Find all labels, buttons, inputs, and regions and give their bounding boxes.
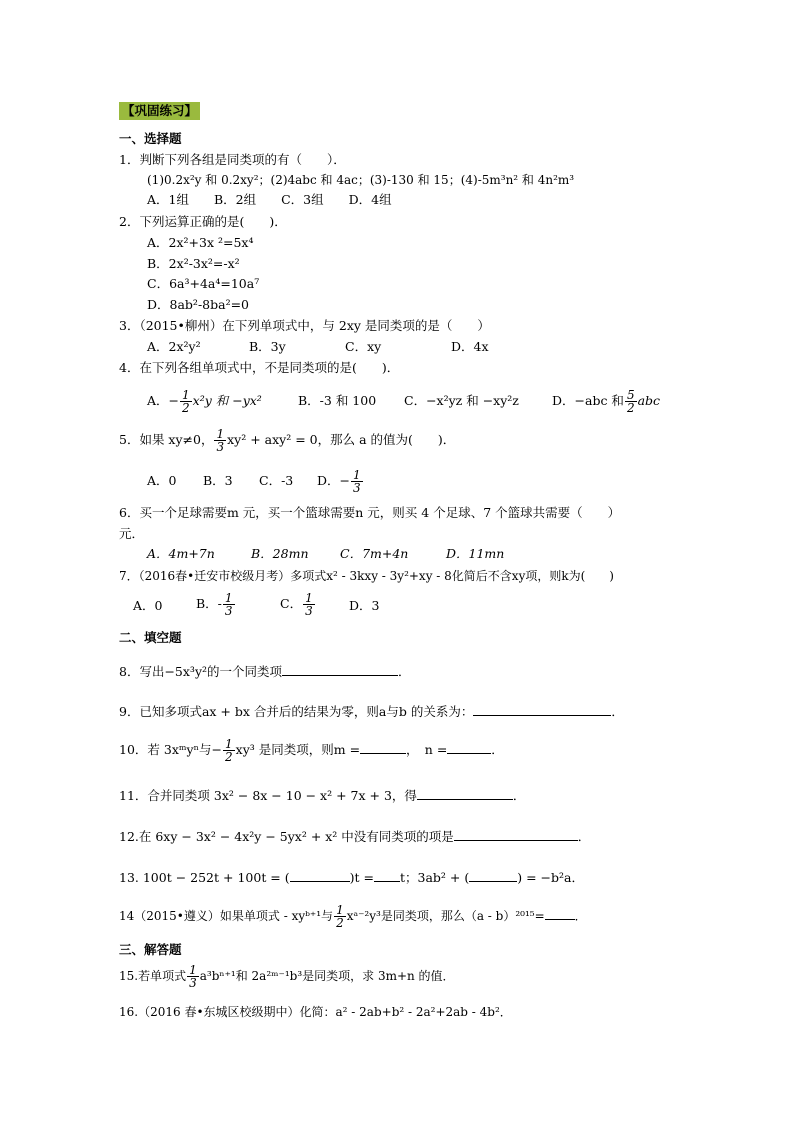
q4-d-expression: abc bbox=[637, 393, 661, 408]
fraction-denominator: 3 bbox=[216, 440, 225, 454]
q5-stem-suffix: xy² + axy² = 0，那么 a 的值为( )． bbox=[227, 432, 456, 447]
q7-option-b bbox=[196, 590, 236, 618]
fraction bbox=[180, 389, 192, 414]
q5-stem bbox=[119, 426, 455, 454]
section-title-fill-in: 二、填空题 bbox=[119, 630, 182, 645]
q3-option-b: B．3y bbox=[249, 339, 286, 354]
q5-d-prefix: D．− bbox=[317, 473, 350, 488]
fraction bbox=[187, 964, 199, 989]
fraction-numerator: 1 bbox=[189, 963, 197, 977]
q10-text: 10．若 3xᵐyⁿ与− bbox=[119, 742, 222, 757]
q10-text-mid: xy³ 是同类项，则m = bbox=[235, 742, 361, 757]
q4-a-prefix: A．− bbox=[147, 393, 180, 408]
q12-end: ． bbox=[577, 829, 591, 844]
fraction-denominator: 2 bbox=[225, 750, 233, 764]
q7-option-d: D．3 bbox=[349, 598, 380, 613]
section-title-multiple-choice: 一、选择题 bbox=[119, 131, 182, 146]
q7-b-prefix: B．- bbox=[196, 596, 222, 611]
q3-option-c: C．xy bbox=[345, 339, 382, 354]
fraction-denominator: 3 bbox=[305, 604, 313, 618]
fraction-denominator: 3 bbox=[224, 604, 233, 618]
q1-options: A．1组 B．2组 C．3组 D．4组 bbox=[147, 192, 392, 207]
q7-c-prefix: C． bbox=[280, 596, 303, 611]
q11-text: 11．合并同类项 3x² − 8x − 10 − x² + 7x + 3，得 bbox=[119, 788, 417, 803]
q5-option-d bbox=[317, 467, 364, 495]
q6-option-b: B．28mn bbox=[251, 546, 309, 561]
q8-end: ． bbox=[398, 664, 411, 679]
q13-text: 13. 100t − 252t + 100t = ( bbox=[119, 870, 290, 885]
q3-option-a: A．2x²y² bbox=[147, 339, 201, 354]
fraction bbox=[351, 469, 363, 494]
q10-text-mid2: ， n = bbox=[406, 742, 448, 757]
q13 bbox=[119, 869, 584, 886]
q2-option-c: C．6a³+4a⁴=10a⁷ bbox=[147, 276, 260, 291]
section-banner: 【巩固练习】 bbox=[119, 102, 200, 120]
q11 bbox=[119, 787, 525, 804]
q6-stem-continued: 元． bbox=[119, 526, 145, 541]
q11-end: ． bbox=[512, 788, 526, 803]
q14-text: 14（2015•遵义）如果单项式 - xyᵇ⁺¹与 bbox=[119, 909, 334, 923]
q9 bbox=[119, 703, 624, 720]
q2-option-d: D．8ab²-8ba²=0 bbox=[147, 297, 250, 312]
q7-option-c bbox=[280, 590, 316, 618]
answer-blank-m[interactable] bbox=[360, 741, 406, 754]
q15 bbox=[119, 962, 455, 990]
fraction-denominator: 3 bbox=[189, 976, 197, 990]
q15-text: 15.若单项式 bbox=[119, 969, 187, 983]
q5-stem-prefix: 5．如果 xy≠0， bbox=[119, 432, 214, 447]
q6-stem: 6．买一个足球需要m 元，买一个篮球需要n 元，则买 4 个足球、7 个篮球共需要（ ） bbox=[119, 505, 621, 520]
q5-option-a: A．0 bbox=[147, 473, 177, 488]
q13-end: ) = −b²a． bbox=[517, 870, 584, 885]
q9-text: 9．已知多项式ax + bx 合并后的结果为零，则a与b 的关系为： bbox=[119, 704, 474, 719]
q9-end: ． bbox=[611, 704, 624, 719]
fraction-numerator: 5 bbox=[626, 388, 635, 402]
q1-stem: 1．判断下列各组是同类项的有（ ）． bbox=[119, 152, 346, 167]
fraction-denominator: 3 bbox=[353, 481, 361, 495]
answer-blank[interactable] bbox=[282, 663, 398, 676]
q10 bbox=[119, 736, 504, 764]
q8-text: 8．写出−5x³y²的一个同类项 bbox=[119, 664, 283, 679]
q14-text-mid: xᵃ⁻²y³是同类项，那么（a - b）²⁰¹⁵= bbox=[346, 909, 545, 923]
q6-option-c: C．7m+4n bbox=[340, 546, 409, 561]
q4-option-c: C．−x²yz 和 −xy²z bbox=[404, 393, 519, 408]
q4-option-b: B．-3 和 100 bbox=[298, 393, 377, 408]
q2-stem: 2．下列运算正确的是( )． bbox=[119, 214, 287, 229]
q7-stem: 7．（2016春•迁安市校级月考）多项式x² - 3kxy - 3y²+xy - 8化简后不含xy项，则k为( ) bbox=[119, 569, 614, 583]
answer-blank[interactable] bbox=[473, 703, 611, 716]
q12-text: 12.在 6xy − 3x² − 4x²y − 5yx² + x² 中没有同类项的项是 bbox=[119, 829, 454, 844]
q2-option-b: B．2x²-3x²=-x² bbox=[147, 256, 240, 271]
section-title-solve: 三、解答题 bbox=[119, 942, 182, 957]
answer-blank-2[interactable] bbox=[374, 869, 400, 882]
fraction bbox=[214, 428, 226, 453]
q6-option-d: D．11mn bbox=[446, 546, 505, 561]
fraction bbox=[303, 592, 315, 617]
fraction bbox=[334, 904, 346, 929]
q8 bbox=[119, 663, 411, 680]
q4-d-prefix: D．−abc 和 bbox=[552, 393, 624, 408]
q3-stem: 3．（2015•柳州）在下列单项式中，与 2xy 是同类项的是（ ） bbox=[119, 318, 490, 333]
q2-option-a: A．2x²+3x ²=5x⁴ bbox=[147, 235, 254, 250]
answer-blank-1[interactable] bbox=[290, 869, 350, 882]
q14 bbox=[119, 902, 587, 930]
q12 bbox=[119, 828, 590, 845]
fraction-numerator: 1 bbox=[305, 591, 313, 605]
fraction-numerator: 1 bbox=[224, 591, 233, 605]
q4-a-expression: x²y 和 −yx² bbox=[192, 393, 262, 408]
q16: 16.（2016 春•东城区校级期中）化简：a² - 2ab+b² - 2a²+2ab - 4b²． bbox=[119, 1005, 512, 1019]
fraction-denominator: 2 bbox=[182, 401, 190, 415]
q6-option-a: A．4m+7n bbox=[147, 546, 215, 561]
q15-text-end: a³bⁿ⁺¹和 2a²ᵐ⁻¹b³是同类项，求 3m+n 的值． bbox=[199, 969, 455, 983]
q5-option-c: C．-3 bbox=[259, 473, 294, 488]
q10-end: ． bbox=[491, 742, 504, 757]
answer-blank[interactable] bbox=[545, 907, 575, 920]
fraction bbox=[223, 592, 235, 617]
fraction-numerator: 1 bbox=[182, 388, 190, 402]
fraction bbox=[625, 389, 637, 414]
answer-blank[interactable] bbox=[454, 828, 578, 841]
q5-option-b: B．3 bbox=[203, 473, 233, 488]
q13-text-mid1: )t = bbox=[349, 870, 374, 885]
fraction-numerator: 1 bbox=[353, 468, 361, 482]
q4-option-d bbox=[552, 387, 660, 415]
q1-groups: (1)0.2x²y 和 0.2xy²；(2)4abc 和 4ac；(3)-130 和 15；(4)-5m³n² 和 4n²m³ bbox=[147, 173, 575, 187]
q4-stem: 4．在下列各组单项式中，不是同类项的是( )． bbox=[119, 360, 400, 375]
q7-option-a: A．0 bbox=[133, 598, 163, 613]
answer-blank[interactable] bbox=[417, 787, 513, 800]
q13-text-mid2: t；3ab² + ( bbox=[400, 870, 470, 885]
fraction-numerator: 1 bbox=[216, 427, 225, 441]
q4-option-a bbox=[147, 387, 262, 415]
answer-blank-n[interactable] bbox=[447, 741, 491, 754]
q3-option-d: D．4x bbox=[451, 339, 489, 354]
fraction-denominator: 2 bbox=[336, 916, 344, 930]
fraction-numerator: 1 bbox=[225, 737, 233, 751]
answer-blank-3[interactable] bbox=[469, 869, 517, 882]
fraction-numerator: 1 bbox=[336, 903, 344, 917]
q14-end: ． bbox=[574, 909, 587, 923]
fraction-denominator: 2 bbox=[626, 401, 635, 415]
fraction bbox=[223, 738, 235, 763]
